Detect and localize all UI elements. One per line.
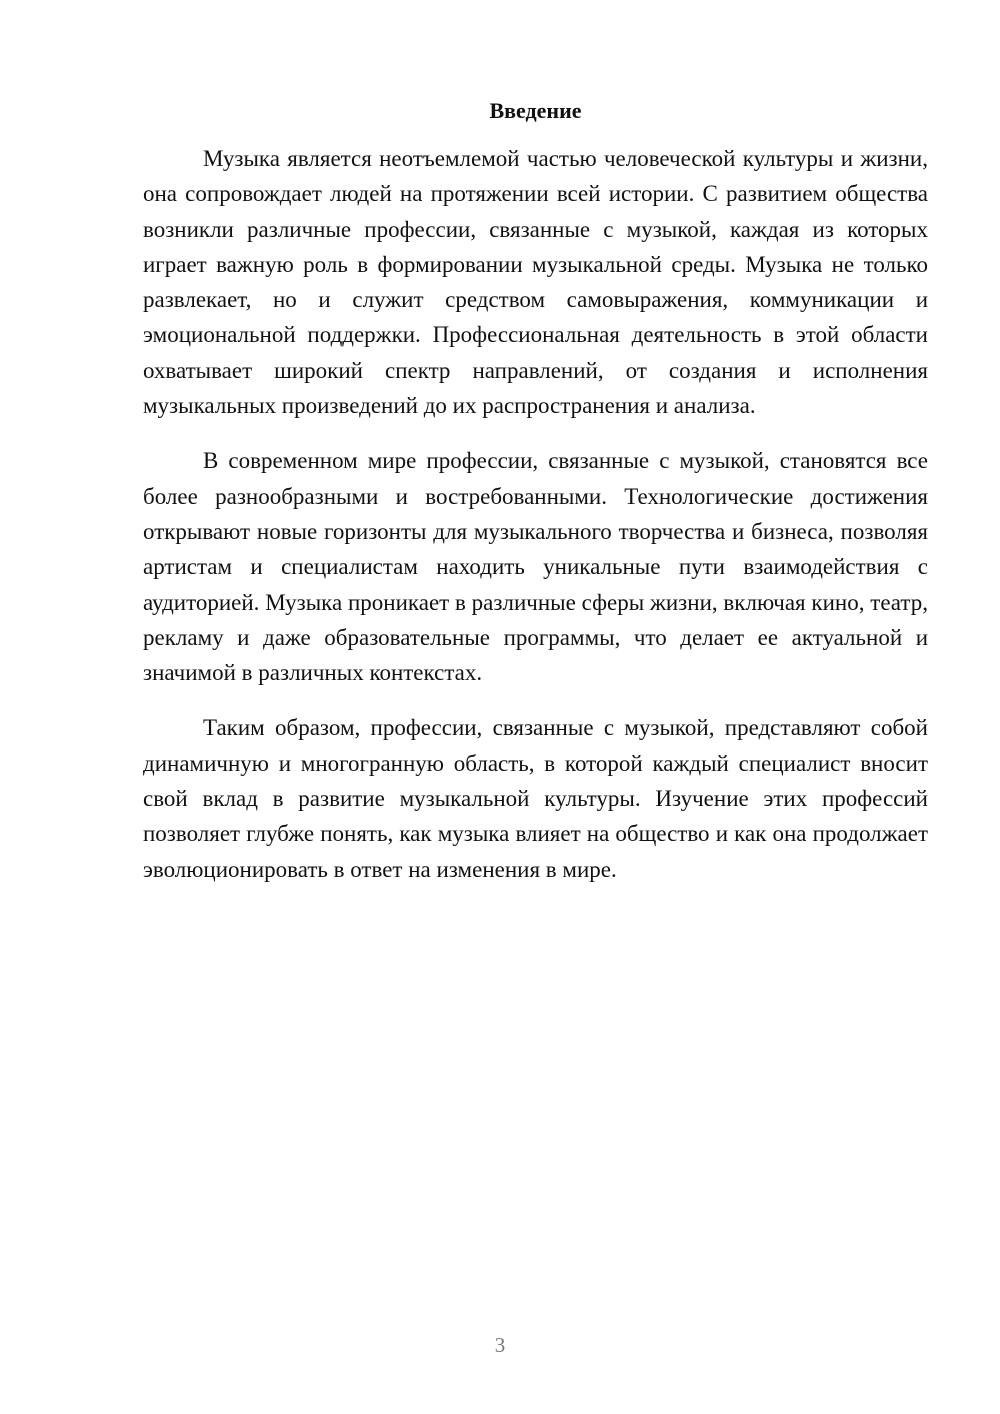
- page-number: 3: [494, 1333, 506, 1357]
- page-content: [143, 95, 928, 907]
- section-title: Введение: [489, 98, 582, 123]
- paragraph-3: Таким образом, профессии, связанные с музыкой, представляют собой динамичную и многогранную область, в которой каждый специалист вносит свой вклад в развитие музыкальной культуры. Изучение этих профессий позволяет глубже понять, как музыка влияет на общество и как она продолжает эволюционировать в ответ на изменения в мире.: [143, 715, 928, 882]
- paragraph-2: В современном мире профессии, связанные с музыкой, становятся все более разнообразными и востребованными. Технологические достижения открывают новые горизонты для музыкального творчества и бизнеса, позволяя артистам и специалистам находить уникальные пути взаимодействия с аудиторией. Музыка проникает в различные сферы жизни, включая кино, театр, рекламу и даже образовательные программы, что делает ее актуальной и значимой в различных контекстах.: [143, 448, 928, 686]
- paragraph-1: Музыка является неотъемлемой частью человеческой культуры и жизни, она сопровождает людей на протяжении всей истории. С развитием общества возникли различные профессии, связанные с музыкой, каждая из которых играет важную роль в формировании музыкальной среды. Музыка не только развлекает, но и служит средством самовыражения, коммуникации и эмоциональной поддержки. Профессиональная деятельность в этой области охватывает широкий спектр направлений, от создания и исполнения музыкальных произведений до их распространения и анализа.: [143, 146, 928, 419]
